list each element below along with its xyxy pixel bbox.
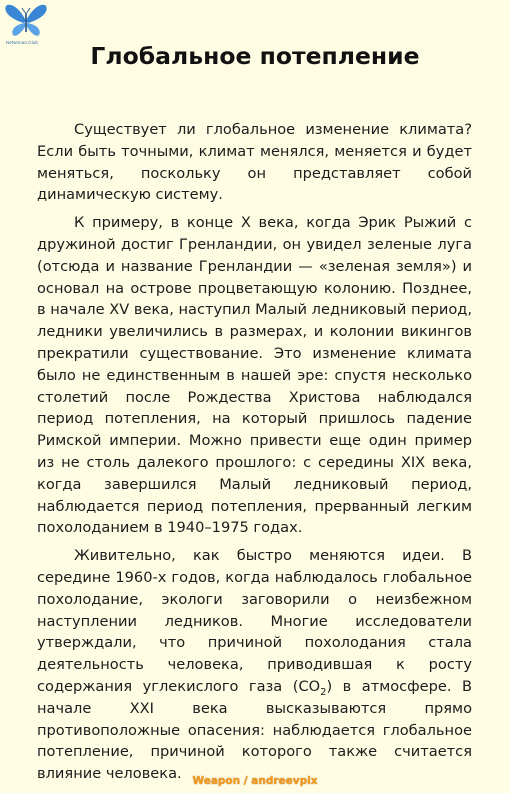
paragraph-text: ) в атмосфере. В начале XXI века высказываются прямо противоположные опасения: наблюдается глобальное потепление, причиной которого также считается влияние человека. <box>37 677 473 783</box>
co2-formula: CO <box>298 677 321 695</box>
paragraph <box>37 545 472 785</box>
logo-caption: NeNeman.Club <box>6 40 38 45</box>
paragraph-text: Живительно, как быстро меняются идеи. В середине 1960-х годов, когда наблюдалось глобальное похолодание, экологи заговорили о неизбежном наступлении ледников. Многие исследователи утверждали, что причиной похолодания стала деятельность человека, приводившая к росту содержания углекислого газа ( <box>37 547 472 695</box>
butterfly-icon <box>4 2 48 40</box>
paragraph: К примеру, в конце X века, когда Эрик Рыжий с дружиной достиг Гренландии, он увидел зеленые луга (отсюда и название Гренландии — «зеленая земля») и основал на острове процветающую колонию. Позднее, в начале XV века, наступил Малый ледниковый период, ледники увеличились в размерах, и колонии викингов прекратили существование. Это изменение климата было не единственным в нашей эре: спустя несколько столетий после Рождества Христова наблюдался период потепления, на который пришлось падение Римской империи. Можно привести еще один пример из не столь далекого прошлого: с середины XIX века, когда завершился Малый ледниковый период, наблюдается период потепления, прерванный легким похолоданием в 1940–1975 годах. <box>37 214 472 537</box>
credit-watermark: Weapon / andreevpix <box>192 775 318 787</box>
site-logo <box>4 2 48 45</box>
co2-subscript: 2 <box>320 686 327 698</box>
article-body <box>37 119 472 791</box>
page-title: Глобальное потепление <box>90 42 420 70</box>
paragraph: Существует ли глобальное изменение климата? Если быть точными, климат менялся, меняется и будет меняться, поскольку он представляет собой динамическую систему. <box>37 121 472 204</box>
